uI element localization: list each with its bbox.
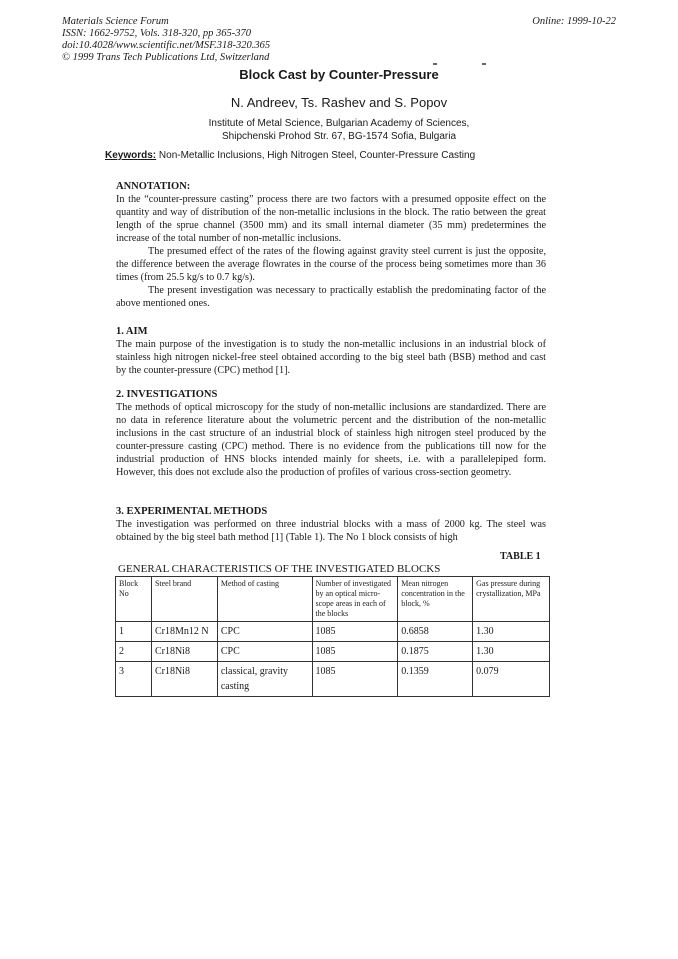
paper-authors: N. Andreev, Ts. Rashev and S. Popov (230, 95, 448, 110)
paragraph: In the “counter-pressure casting” process there are two factors with a presumed opposite effect on the quantity and way of distribution of the non-metallic inclusions in the block. The ratio between the great length of the sprue channel (3500 mm) and its small internal diameter (35 mm) predetermines the increase of the total number of non-metallic inclusions. (116, 194, 546, 244)
table-cell: 1.30 (473, 642, 550, 662)
table-cell: classical, gravity casting (217, 662, 312, 697)
affiliation-line: Institute of Metal Science, Bulgarian Academy of Sciences, (208, 118, 470, 129)
table-cell: Cr18Mn12 N (151, 622, 217, 642)
table-cell: 1.30 (473, 622, 550, 642)
header-cell: Method of casting (217, 577, 312, 622)
characteristics-table (115, 576, 550, 697)
paragraph: The main purpose of the investigation is to study the non-metallic inclusions in an industrial block of stainless high nitrogen nickel-free steel obtained according to the big steel bath (BSB) method and cast by the counter-pressure (CPC) method [1]. (116, 339, 546, 376)
table-row (116, 622, 550, 642)
journal-header (62, 16, 270, 64)
issn-line: ISSN: 1662-9752, Vols. 318-320, pp 365-370 (62, 28, 251, 39)
paragraph: The present investigation was necessary to practically establish the predominating factor of the above mentioned ones. (116, 285, 546, 309)
table-cell: CPC (217, 622, 312, 642)
affiliation-line: Shipchenski Prohod Str. 67, BG-1574 Sofia, Bulgaria (221, 131, 457, 142)
keywords-label: Keywords: (105, 150, 157, 161)
keywords (105, 150, 475, 161)
paragraph: The presumed effect of the rates of the flowing against gravity steel current is just the opposite, the difference between the average flowrates in the course of the process being sometimes more than 36 times (from 25.5 kg/s to 0.7 kg/s). (116, 246, 546, 283)
paragraph: The investigation was performed on three industrial blocks with a mass of 2000 kg. The steel was obtained by the big steel bath method [1] (Table 1). The No 1 block consists of high (116, 519, 546, 543)
table-cell: 1 (116, 622, 152, 642)
header-cell: Mean nitrogen concentration in the block, % (398, 577, 473, 622)
copyright-line: © 1999 Trans Tech Publications Ltd, Switzerland (62, 52, 270, 63)
header-cell: Number of investigated by an optical micro- scope areas in each of the blocks (312, 577, 398, 622)
paper-title: Block Cast by Counter-Pressure (239, 67, 439, 82)
table-label: TABLE 1 (500, 551, 541, 562)
table-row (116, 642, 550, 662)
scan-artifact (433, 63, 437, 65)
table-cell: 0.1359 (398, 662, 473, 697)
table-header-row (116, 577, 550, 622)
table-caption: GENERAL CHARACTERISTICS OF THE INVESTIGATED BLOCKS (118, 563, 441, 575)
table-cell: 0.1875 (398, 642, 473, 662)
header-cell: Block No (116, 577, 152, 622)
table-cell: Cr18Ni8 (151, 642, 217, 662)
keywords-text: Non-Metallic Inclusions, High Nitrogen Steel, Counter-Pressure Casting (158, 150, 476, 161)
header-cell: Gas pressure during crystallization, MPa (473, 577, 550, 622)
aim-section (116, 325, 546, 377)
affiliation (0, 117, 678, 143)
section-heading: 2. INVESTIGATIONS (116, 389, 218, 400)
scan-artifact (482, 63, 486, 65)
investigations-section (116, 388, 546, 479)
paragraph: The methods of optical microscopy for the study of non-metallic inclusions are standardized. There are no data in reference literature about the volumetric percent and the distribution of the non-metallic inclusions in the cast structure of an industrial block of stainless high nitrogen steel produced by the counter-pressure casting (CPC) method. There is no evidence from the publications till now for the industrial production of HNS blocks intended mainly for sheets, i.e. with a parallelepiped form. However, this does not exclude also the production of profiles of various cross-section geometry. (116, 402, 546, 478)
online-date: Online: 1999-10-22 (532, 16, 616, 27)
doi-line: doi:10.4028/www.scientific.net/MSF.318-320.365 (62, 40, 271, 51)
table-cell: 2 (116, 642, 152, 662)
table-cell: 1085 (312, 662, 398, 697)
table-cell: 0.6858 (398, 622, 473, 642)
table-cell: CPC (217, 642, 312, 662)
table-row (116, 662, 550, 697)
section-heading: ANNOTATION: (116, 181, 191, 192)
methods-section (116, 505, 546, 544)
section-heading: 3. EXPERIMENTAL METHODS (116, 506, 268, 517)
table-cell: 0.079 (473, 662, 550, 697)
journal-name: Materials Science Forum (62, 16, 169, 27)
header-cell: Steel brand (151, 577, 217, 622)
section-heading: 1. AIM (116, 326, 148, 337)
table-cell: Cr18Ni8 (151, 662, 217, 697)
table-cell: 1085 (312, 622, 398, 642)
table-cell: 3 (116, 662, 152, 697)
annotation-section (116, 180, 546, 310)
table-cell: 1085 (312, 642, 398, 662)
